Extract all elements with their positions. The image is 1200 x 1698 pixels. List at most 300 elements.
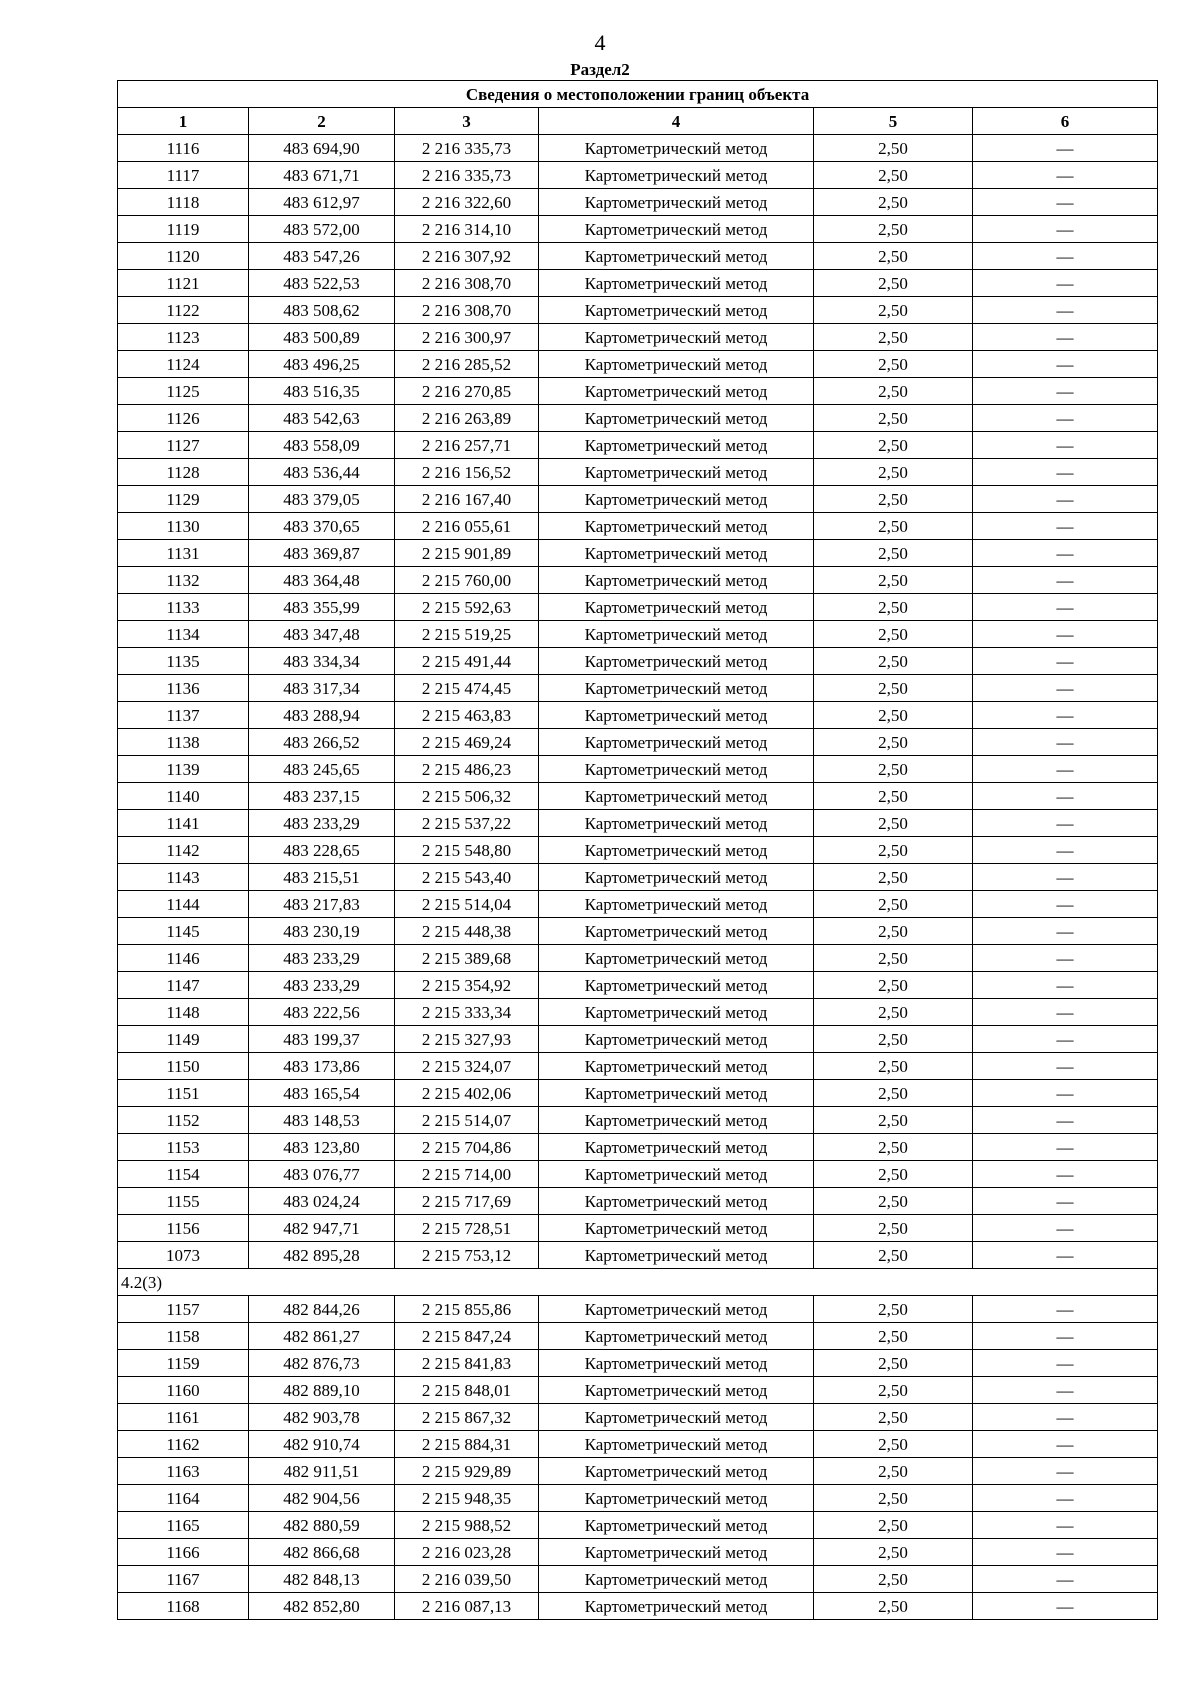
- x-coordinate-cell: 483 199,37: [249, 1026, 395, 1053]
- method-cell: Картометрический метод: [539, 1053, 814, 1080]
- x-coordinate-cell: 483 558,09: [249, 432, 395, 459]
- point-number-cell: 1167: [118, 1566, 249, 1593]
- accuracy-cell: 2,50: [814, 540, 973, 567]
- y-coordinate-cell: 2 215 354,92: [395, 972, 539, 999]
- description-cell: —: [973, 324, 1158, 351]
- point-number-cell: 1164: [118, 1485, 249, 1512]
- table-row: [118, 837, 1158, 864]
- description-cell: —: [973, 891, 1158, 918]
- description-cell: —: [973, 1188, 1158, 1215]
- accuracy-cell: 2,50: [814, 135, 973, 162]
- method-cell: Картометрический метод: [539, 297, 814, 324]
- method-cell: Картометрический метод: [539, 1134, 814, 1161]
- x-coordinate-cell: 482 852,80: [249, 1593, 395, 1620]
- x-coordinate-cell: 482 889,10: [249, 1377, 395, 1404]
- x-coordinate-cell: 483 542,63: [249, 405, 395, 432]
- point-number-cell: 1121: [118, 270, 249, 297]
- y-coordinate-cell: 2 215 514,07: [395, 1107, 539, 1134]
- description-cell: —: [973, 432, 1158, 459]
- y-coordinate-cell: 2 215 324,07: [395, 1053, 539, 1080]
- description-cell: —: [973, 918, 1158, 945]
- x-coordinate-cell: 483 347,48: [249, 621, 395, 648]
- x-coordinate-cell: 483 266,52: [249, 729, 395, 756]
- table-caption: Сведения о местоположении границ объекта: [118, 81, 1158, 108]
- x-coordinate-cell: 483 547,26: [249, 243, 395, 270]
- table-row: [118, 1566, 1158, 1593]
- table-row: [118, 945, 1158, 972]
- x-coordinate-cell: 482 876,73: [249, 1350, 395, 1377]
- table-row: [118, 1485, 1158, 1512]
- point-number-cell: 1073: [118, 1242, 249, 1269]
- method-cell: Картометрический метод: [539, 432, 814, 459]
- method-cell: Картометрический метод: [539, 1107, 814, 1134]
- table-caption-row: [118, 81, 1158, 108]
- table-row: [118, 459, 1158, 486]
- method-cell: Картометрический метод: [539, 1593, 814, 1620]
- point-number-cell: 1128: [118, 459, 249, 486]
- accuracy-cell: 2,50: [814, 1215, 973, 1242]
- description-cell: —: [973, 351, 1158, 378]
- method-cell: Картометрический метод: [539, 1215, 814, 1242]
- x-coordinate-cell: 483 500,89: [249, 324, 395, 351]
- y-coordinate-cell: 2 216 335,73: [395, 135, 539, 162]
- method-cell: Картометрический метод: [539, 783, 814, 810]
- point-number-cell: 1154: [118, 1161, 249, 1188]
- description-cell: —: [973, 1323, 1158, 1350]
- description-cell: —: [973, 1512, 1158, 1539]
- table-row: [118, 783, 1158, 810]
- x-coordinate-cell: 483 522,53: [249, 270, 395, 297]
- point-number-cell: 1144: [118, 891, 249, 918]
- y-coordinate-cell: 2 216 308,70: [395, 297, 539, 324]
- accuracy-cell: 2,50: [814, 1107, 973, 1134]
- point-number-cell: 1127: [118, 432, 249, 459]
- method-cell: Картометрический метод: [539, 567, 814, 594]
- point-number-cell: 1135: [118, 648, 249, 675]
- point-number-cell: 1124: [118, 351, 249, 378]
- y-coordinate-cell: 2 215 948,35: [395, 1485, 539, 1512]
- y-coordinate-cell: 2 215 901,89: [395, 540, 539, 567]
- point-number-cell: 1116: [118, 135, 249, 162]
- x-coordinate-cell: 482 866,68: [249, 1539, 395, 1566]
- table-row: [118, 1215, 1158, 1242]
- x-coordinate-cell: 482 844,26: [249, 1296, 395, 1323]
- method-cell: Картометрический метод: [539, 756, 814, 783]
- x-coordinate-cell: 483 233,29: [249, 945, 395, 972]
- method-cell: Картометрический метод: [539, 459, 814, 486]
- x-coordinate-cell: 482 947,71: [249, 1215, 395, 1242]
- y-coordinate-cell: 2 215 592,63: [395, 594, 539, 621]
- table-row: [118, 297, 1158, 324]
- table-row: [118, 378, 1158, 405]
- x-coordinate-cell: 483 123,80: [249, 1134, 395, 1161]
- y-coordinate-cell: 2 216 322,60: [395, 189, 539, 216]
- y-coordinate-cell: 2 215 543,40: [395, 864, 539, 891]
- y-coordinate-cell: 2 215 929,89: [395, 1458, 539, 1485]
- y-coordinate-cell: 2 215 753,12: [395, 1242, 539, 1269]
- table-row: [118, 1026, 1158, 1053]
- table-row: [118, 216, 1158, 243]
- column-number: 5: [814, 108, 973, 135]
- method-cell: Картометрический метод: [539, 918, 814, 945]
- y-coordinate-cell: 2 216 300,97: [395, 324, 539, 351]
- description-cell: —: [973, 810, 1158, 837]
- method-cell: Картометрический метод: [539, 1188, 814, 1215]
- method-cell: Картометрический метод: [539, 540, 814, 567]
- x-coordinate-cell: 483 228,65: [249, 837, 395, 864]
- x-coordinate-cell: 482 903,78: [249, 1404, 395, 1431]
- point-number-cell: 1137: [118, 702, 249, 729]
- x-coordinate-cell: 483 379,05: [249, 486, 395, 513]
- table-row: [118, 1080, 1158, 1107]
- description-cell: —: [973, 1161, 1158, 1188]
- description-cell: —: [973, 972, 1158, 999]
- description-cell: —: [973, 675, 1158, 702]
- table-row: [118, 405, 1158, 432]
- point-number-cell: 1129: [118, 486, 249, 513]
- x-coordinate-cell: 483 222,56: [249, 999, 395, 1026]
- table-row: [118, 999, 1158, 1026]
- method-cell: Картометрический метод: [539, 1458, 814, 1485]
- table-row: [118, 1134, 1158, 1161]
- table-row: [118, 189, 1158, 216]
- y-coordinate-cell: 2 215 448,38: [395, 918, 539, 945]
- x-coordinate-cell: 483 230,19: [249, 918, 395, 945]
- y-coordinate-cell: 2 215 514,04: [395, 891, 539, 918]
- y-coordinate-cell: 2 216 285,52: [395, 351, 539, 378]
- method-cell: Картометрический метод: [539, 1539, 814, 1566]
- table-row: [118, 1242, 1158, 1269]
- y-coordinate-cell: 2 215 333,34: [395, 999, 539, 1026]
- method-cell: Картометрический метод: [539, 729, 814, 756]
- description-cell: —: [973, 1539, 1158, 1566]
- table-row: [118, 270, 1158, 297]
- table-row: [118, 702, 1158, 729]
- table-row: [118, 621, 1158, 648]
- table-row: [118, 486, 1158, 513]
- table-row: [118, 864, 1158, 891]
- y-coordinate-cell: 2 215 469,24: [395, 729, 539, 756]
- accuracy-cell: 2,50: [814, 459, 973, 486]
- description-cell: —: [973, 1566, 1158, 1593]
- table-row: [118, 1458, 1158, 1485]
- y-coordinate-cell: 2 215 704,86: [395, 1134, 539, 1161]
- x-coordinate-cell: 482 848,13: [249, 1566, 395, 1593]
- section-title: Раздел2: [570, 60, 630, 79]
- description-cell: —: [973, 1377, 1158, 1404]
- table-row: [118, 567, 1158, 594]
- method-cell: Картометрический метод: [539, 324, 814, 351]
- point-number-cell: 1149: [118, 1026, 249, 1053]
- accuracy-cell: 2,50: [814, 1296, 973, 1323]
- x-coordinate-cell: 483 355,99: [249, 594, 395, 621]
- method-cell: Картометрический метод: [539, 864, 814, 891]
- method-cell: Картометрический метод: [539, 135, 814, 162]
- accuracy-cell: 2,50: [814, 972, 973, 999]
- accuracy-cell: 2,50: [814, 351, 973, 378]
- y-coordinate-cell: 2 215 855,86: [395, 1296, 539, 1323]
- description-cell: —: [973, 297, 1158, 324]
- x-coordinate-cell: 483 215,51: [249, 864, 395, 891]
- point-number-cell: 1168: [118, 1593, 249, 1620]
- x-coordinate-cell: 483 233,29: [249, 810, 395, 837]
- table-row: [118, 891, 1158, 918]
- method-cell: Картометрический метод: [539, 1431, 814, 1458]
- accuracy-cell: 2,50: [814, 162, 973, 189]
- description-cell: —: [973, 729, 1158, 756]
- description-cell: —: [973, 216, 1158, 243]
- point-number-cell: 1155: [118, 1188, 249, 1215]
- y-coordinate-cell: 2 215 714,00: [395, 1161, 539, 1188]
- point-number-cell: 1123: [118, 324, 249, 351]
- method-cell: Картометрический метод: [539, 648, 814, 675]
- method-cell: Картометрический метод: [539, 1512, 814, 1539]
- point-number-cell: 1162: [118, 1431, 249, 1458]
- accuracy-cell: 2,50: [814, 810, 973, 837]
- description-cell: —: [973, 1593, 1158, 1620]
- point-number-cell: 1148: [118, 999, 249, 1026]
- description-cell: —: [973, 540, 1158, 567]
- description-cell: —: [973, 1080, 1158, 1107]
- accuracy-cell: 2,50: [814, 621, 973, 648]
- x-coordinate-cell: 483 612,97: [249, 189, 395, 216]
- point-number-cell: 1130: [118, 513, 249, 540]
- description-cell: —: [973, 486, 1158, 513]
- description-cell: —: [973, 1350, 1158, 1377]
- accuracy-cell: 2,50: [814, 675, 973, 702]
- x-coordinate-cell: 483 369,87: [249, 540, 395, 567]
- table-row: [118, 729, 1158, 756]
- point-number-cell: 1120: [118, 243, 249, 270]
- accuracy-cell: 2,50: [814, 1593, 973, 1620]
- table-row: [118, 513, 1158, 540]
- point-number-cell: 1138: [118, 729, 249, 756]
- accuracy-cell: 2,50: [814, 324, 973, 351]
- y-coordinate-cell: 2 215 988,52: [395, 1512, 539, 1539]
- accuracy-cell: 2,50: [814, 486, 973, 513]
- y-coordinate-cell: 2 215 728,51: [395, 1215, 539, 1242]
- method-cell: Картометрический метод: [539, 1350, 814, 1377]
- method-cell: Картометрический метод: [539, 594, 814, 621]
- table-row: [118, 324, 1158, 351]
- x-coordinate-cell: 483 572,00: [249, 216, 395, 243]
- accuracy-cell: 2,50: [814, 1377, 973, 1404]
- point-number-cell: 1131: [118, 540, 249, 567]
- accuracy-cell: 2,50: [814, 648, 973, 675]
- y-coordinate-cell: 2 216 156,52: [395, 459, 539, 486]
- point-number-cell: 1153: [118, 1134, 249, 1161]
- accuracy-cell: 2,50: [814, 702, 973, 729]
- accuracy-cell: 2,50: [814, 1242, 973, 1269]
- method-cell: Картометрический метод: [539, 1242, 814, 1269]
- method-cell: Картометрический метод: [539, 972, 814, 999]
- y-coordinate-cell: 2 215 841,83: [395, 1350, 539, 1377]
- table-row: [118, 810, 1158, 837]
- x-coordinate-cell: 482 911,51: [249, 1458, 395, 1485]
- x-coordinate-cell: 483 237,15: [249, 783, 395, 810]
- y-coordinate-cell: 2 216 023,28: [395, 1539, 539, 1566]
- accuracy-cell: 2,50: [814, 1350, 973, 1377]
- x-coordinate-cell: 483 364,48: [249, 567, 395, 594]
- y-coordinate-cell: 2 215 867,32: [395, 1404, 539, 1431]
- x-coordinate-cell: 483 694,90: [249, 135, 395, 162]
- table-row: [118, 1512, 1158, 1539]
- point-number-cell: 1136: [118, 675, 249, 702]
- accuracy-cell: 2,50: [814, 1323, 973, 1350]
- table-row: [118, 1161, 1158, 1188]
- x-coordinate-cell: 483 317,34: [249, 675, 395, 702]
- x-coordinate-cell: 483 370,65: [249, 513, 395, 540]
- accuracy-cell: 2,50: [814, 864, 973, 891]
- description-cell: —: [973, 189, 1158, 216]
- x-coordinate-cell: 482 880,59: [249, 1512, 395, 1539]
- method-cell: Картометрический метод: [539, 1026, 814, 1053]
- accuracy-cell: 2,50: [814, 432, 973, 459]
- method-cell: Картометрический метод: [539, 1080, 814, 1107]
- point-number-cell: 1132: [118, 567, 249, 594]
- description-cell: —: [973, 756, 1158, 783]
- table-row: [118, 756, 1158, 783]
- description-cell: —: [973, 648, 1158, 675]
- method-cell: Картометрический метод: [539, 1323, 814, 1350]
- accuracy-cell: 2,50: [814, 999, 973, 1026]
- table-row: [118, 972, 1158, 999]
- table-row: [118, 1431, 1158, 1458]
- description-cell: —: [973, 1296, 1158, 1323]
- method-cell: Картометрический метод: [539, 1161, 814, 1188]
- method-cell: Картометрический метод: [539, 837, 814, 864]
- y-coordinate-cell: 2 215 506,32: [395, 783, 539, 810]
- x-coordinate-cell: 483 288,94: [249, 702, 395, 729]
- column-number: 4: [539, 108, 814, 135]
- x-coordinate-cell: 483 671,71: [249, 162, 395, 189]
- method-cell: Картометрический метод: [539, 999, 814, 1026]
- y-coordinate-cell: 2 215 474,45: [395, 675, 539, 702]
- y-coordinate-cell: 2 216 055,61: [395, 513, 539, 540]
- description-cell: —: [973, 135, 1158, 162]
- boundary-coordinates-table: [117, 80, 1158, 1620]
- description-cell: —: [973, 1134, 1158, 1161]
- method-cell: Картометрический метод: [539, 945, 814, 972]
- accuracy-cell: 2,50: [814, 378, 973, 405]
- accuracy-cell: 2,50: [814, 1080, 973, 1107]
- accuracy-cell: 2,50: [814, 567, 973, 594]
- point-number-cell: 1122: [118, 297, 249, 324]
- column-number: 2: [249, 108, 395, 135]
- table-row: [118, 1539, 1158, 1566]
- x-coordinate-cell: 483 076,77: [249, 1161, 395, 1188]
- accuracy-cell: 2,50: [814, 891, 973, 918]
- point-number-cell: 1143: [118, 864, 249, 891]
- table-row: [118, 1404, 1158, 1431]
- point-number-cell: 1117: [118, 162, 249, 189]
- description-cell: —: [973, 783, 1158, 810]
- x-coordinate-cell: 483 496,25: [249, 351, 395, 378]
- method-cell: Картометрический метод: [539, 1377, 814, 1404]
- accuracy-cell: 2,50: [814, 729, 973, 756]
- section-label-row: [118, 1269, 1158, 1296]
- column-number-row: [118, 108, 1158, 135]
- y-coordinate-cell: 2 216 335,73: [395, 162, 539, 189]
- accuracy-cell: 2,50: [814, 1566, 973, 1593]
- y-coordinate-cell: 2 216 167,40: [395, 486, 539, 513]
- accuracy-cell: 2,50: [814, 1134, 973, 1161]
- accuracy-cell: 2,50: [814, 945, 973, 972]
- accuracy-cell: 2,50: [814, 243, 973, 270]
- point-number-cell: 1161: [118, 1404, 249, 1431]
- method-cell: Картометрический метод: [539, 1296, 814, 1323]
- x-coordinate-cell: 482 904,56: [249, 1485, 395, 1512]
- x-coordinate-cell: 483 508,62: [249, 297, 395, 324]
- description-cell: —: [973, 1053, 1158, 1080]
- x-coordinate-cell: 483 165,54: [249, 1080, 395, 1107]
- method-cell: Картометрический метод: [539, 1566, 814, 1593]
- accuracy-cell: 2,50: [814, 405, 973, 432]
- point-number-cell: 1141: [118, 810, 249, 837]
- accuracy-cell: 2,50: [814, 1458, 973, 1485]
- description-cell: —: [973, 270, 1158, 297]
- x-coordinate-cell: 483 334,34: [249, 648, 395, 675]
- y-coordinate-cell: 2 215 717,69: [395, 1188, 539, 1215]
- table-row: [118, 432, 1158, 459]
- table-row: [118, 675, 1158, 702]
- description-cell: —: [973, 1215, 1158, 1242]
- description-cell: —: [973, 1242, 1158, 1269]
- method-cell: Картометрический метод: [539, 1485, 814, 1512]
- method-cell: Картометрический метод: [539, 243, 814, 270]
- method-cell: Картометрический метод: [539, 675, 814, 702]
- column-number: 1: [118, 108, 249, 135]
- point-number-cell: 1146: [118, 945, 249, 972]
- description-cell: —: [973, 702, 1158, 729]
- point-number-cell: 1157: [118, 1296, 249, 1323]
- method-cell: Картометрический метод: [539, 162, 814, 189]
- y-coordinate-cell: 2 215 486,23: [395, 756, 539, 783]
- point-number-cell: 1139: [118, 756, 249, 783]
- y-coordinate-cell: 2 215 548,80: [395, 837, 539, 864]
- x-coordinate-cell: 482 861,27: [249, 1323, 395, 1350]
- description-cell: —: [973, 837, 1158, 864]
- point-number-cell: 1142: [118, 837, 249, 864]
- accuracy-cell: 2,50: [814, 1485, 973, 1512]
- x-coordinate-cell: 483 148,53: [249, 1107, 395, 1134]
- point-number-cell: 1150: [118, 1053, 249, 1080]
- y-coordinate-cell: 2 216 308,70: [395, 270, 539, 297]
- description-cell: —: [973, 378, 1158, 405]
- accuracy-cell: 2,50: [814, 918, 973, 945]
- point-number-cell: 1158: [118, 1323, 249, 1350]
- table-row: [118, 918, 1158, 945]
- table-row: [118, 1296, 1158, 1323]
- point-number-cell: 1126: [118, 405, 249, 432]
- accuracy-cell: 2,50: [814, 1539, 973, 1566]
- point-number-cell: 1125: [118, 378, 249, 405]
- y-coordinate-cell: 2 216 314,10: [395, 216, 539, 243]
- y-coordinate-cell: 2 215 463,83: [395, 702, 539, 729]
- method-cell: Картометрический метод: [539, 270, 814, 297]
- description-cell: —: [973, 1458, 1158, 1485]
- y-coordinate-cell: 2 216 270,85: [395, 378, 539, 405]
- description-cell: —: [973, 459, 1158, 486]
- point-number-cell: 1118: [118, 189, 249, 216]
- page-number: 4: [594, 30, 606, 55]
- table-row: [118, 1350, 1158, 1377]
- x-coordinate-cell: 482 895,28: [249, 1242, 395, 1269]
- x-coordinate-cell: 483 536,44: [249, 459, 395, 486]
- accuracy-cell: 2,50: [814, 513, 973, 540]
- method-cell: Картометрический метод: [539, 189, 814, 216]
- y-coordinate-cell: 2 215 847,24: [395, 1323, 539, 1350]
